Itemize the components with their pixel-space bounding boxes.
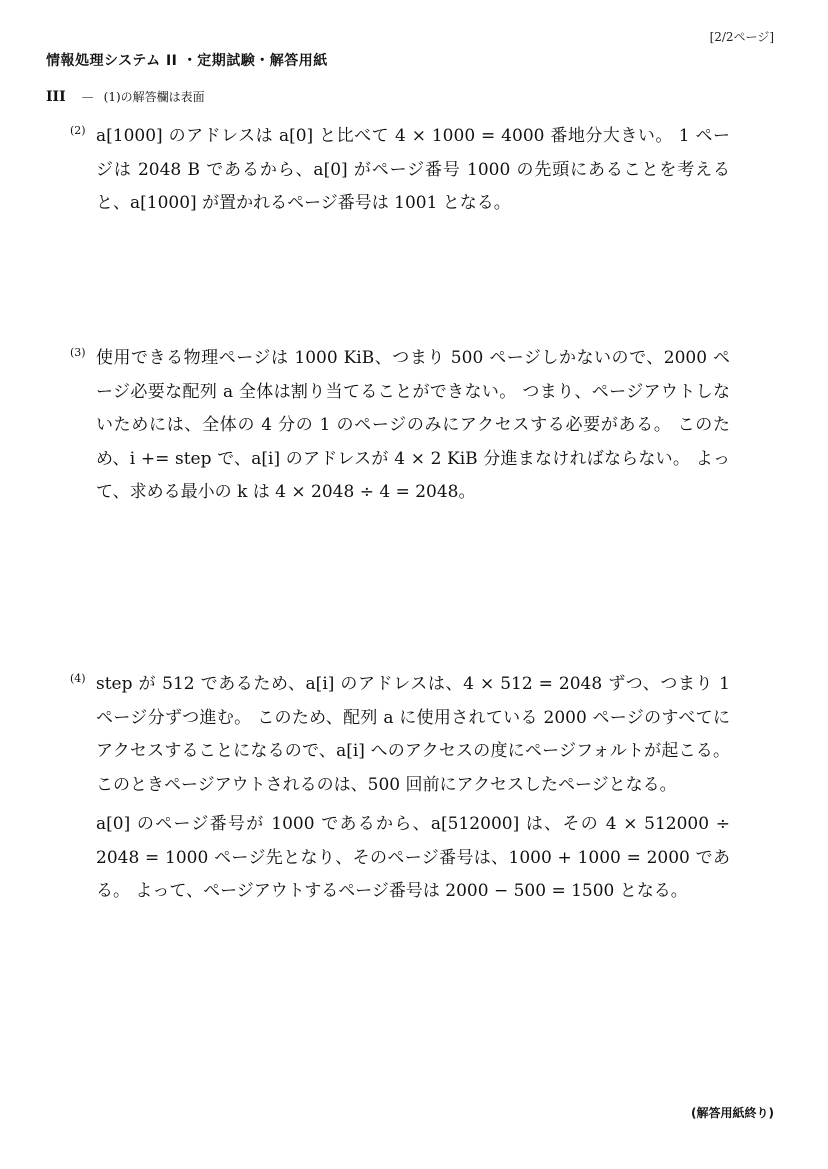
- answer-4: [70, 668, 730, 909]
- answer-body: [96, 668, 730, 909]
- document-title: 情報処理システム II ・定期試験・解答用紙: [46, 53, 328, 69]
- answer-number: (2): [70, 124, 86, 137]
- section-dash: —: [81, 89, 94, 104]
- answer-paragraph: step が 512 であるため、a[i] のアドレスは、4 × 512 = 2048 ずつ、つまり 1 ページ分ずつ進む。 このため、配列 a に使用されている 2000 ページのすべてにアクセスすることになるので、a[i] へのアクセスの度にページフォルトが起こる。このときページアウトされるのは、500 回前にアクセスしたページとなる。: [96, 674, 730, 795]
- answer-body: [96, 342, 730, 510]
- answer-2: [70, 120, 730, 221]
- answer-number: (3): [70, 346, 86, 359]
- section-roman-numeral: III: [46, 88, 66, 105]
- answer-3: [70, 342, 730, 510]
- page-number-label: [2/2ページ]: [709, 30, 774, 44]
- section-note: (1)の解答欄は表面: [103, 90, 205, 104]
- end-of-sheet-label: (解答用紙終り): [691, 1106, 774, 1120]
- answer-paragraph: 使用できる物理ページは 1000 KiB、つまり 500 ページしかないので、2000 ページ必要な配列 a 全体は割り当てることができない。 つまり、ページアウトしないためには、全体の 4 分の 1 のページのみにアクセスする必要がある。 このため、i += step で、a[i] のアドレスが 4 × 2 KiB 分進まなければならない。 よって、求める最小の k は 4 × 2048 ÷ 4 = 2048。: [96, 348, 730, 502]
- section-heading: [46, 88, 205, 105]
- answer-number: (4): [70, 672, 86, 685]
- answer-paragraph: a[0] のページ番号が 1000 であるから、a[512000] は、その 4 × 512000 ÷ 2048 = 1000 ページ先となり、そのページ番号は、1000 + 1000 = 2000 である。 よって、ページアウトするページ番号は 2000 − 500 = 1500 となる。: [96, 814, 730, 901]
- answer-body: [96, 120, 730, 221]
- answer-paragraph: a[1000] のアドレスは a[0] と比べて 4 × 1000 = 4000 番地分大きい。 1 ページは 2048 B であるから、a[0] がページ番号 1000 の先頭にあることを考えると、a[1000] が置かれるページ番号は 1001 となる。: [96, 126, 730, 213]
